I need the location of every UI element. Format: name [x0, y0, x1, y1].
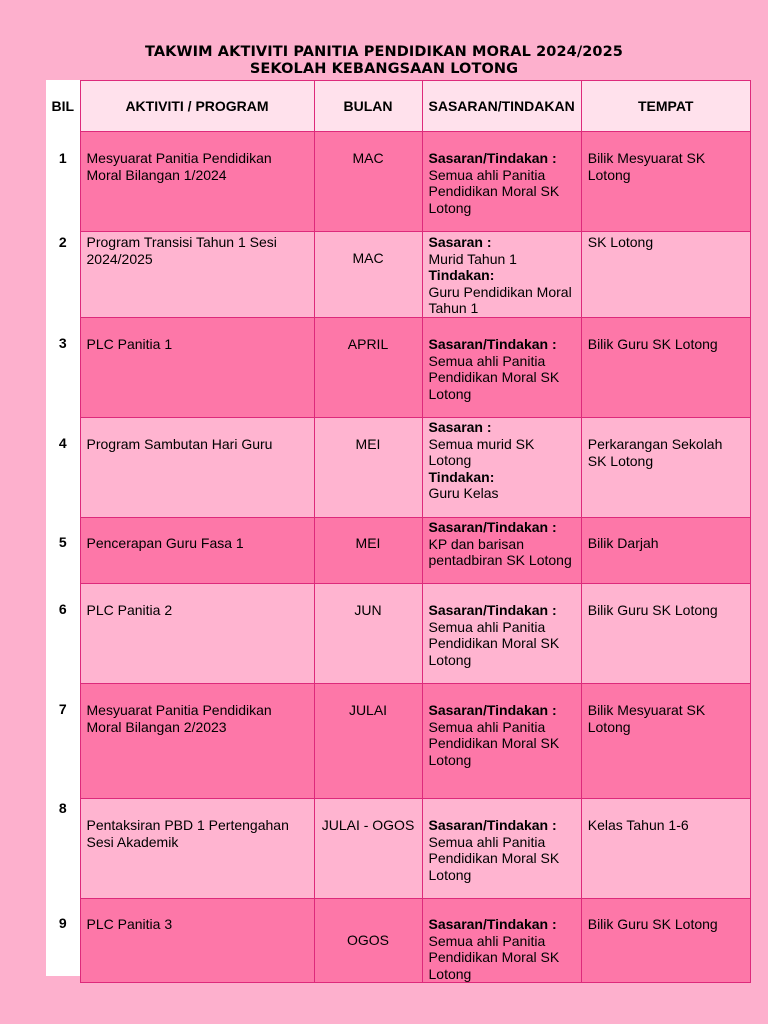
activity-cell: PLC Panitia 1 [80, 317, 314, 417]
activity-cell: Program Sambutan Hari Guru [80, 417, 314, 517]
place-cell: SK Lotong [581, 232, 750, 318]
row-number: 4 [58, 435, 67, 452]
month-cell: MAC [314, 132, 422, 232]
target-label: Sasaran : [428, 418, 492, 435]
place-cell: Bilik Guru SK Lotong [581, 898, 750, 982]
target-label: Sasaran/Tindakan : [428, 518, 557, 535]
target-text: Semua murid SK Lotong [428, 435, 535, 469]
place-cell: Bilik Guru SK Lotong [581, 583, 750, 683]
target-cell [422, 317, 581, 417]
table-row [46, 898, 750, 982]
activity-cell: Pencerapan Guru Fasa 1 [80, 517, 314, 583]
target-text: Semua ahli Panitia Pendidikan Moral SK Lotong [428, 166, 560, 216]
action-text: Guru Kelas [428, 485, 499, 502]
month-cell: MAC [314, 232, 422, 318]
activity-cell: Mesyuarat Panitia Pendidikan Moral Bilangan 2/2023 [80, 683, 314, 798]
table-row [46, 583, 750, 683]
title-line-2: SEKOLAH KEBANGSAAN LOTONG [249, 61, 519, 77]
row-number: 6 [58, 601, 67, 618]
target-label: Sasaran/Tindakan : [428, 150, 557, 166]
place-cell: Perkarangan Sekolah SK Lotong [581, 417, 750, 517]
table-row [46, 232, 750, 318]
target-cell [422, 683, 581, 798]
target-cell [422, 417, 581, 517]
document-title [0, 44, 768, 78]
table-row [46, 517, 750, 583]
target-label: Sasaran/Tindakan : [428, 816, 557, 833]
action-label: Tindakan: [428, 267, 495, 284]
activity-cell: Pentaksiran PBD 1 Pertengahan Sesi Akademik [80, 798, 314, 898]
target-label: Sasaran/Tindakan : [428, 335, 557, 352]
activity-table [46, 80, 751, 983]
place-cell: Bilik Guru SK Lotong [581, 317, 750, 417]
row-number: 3 [58, 335, 67, 352]
target-cell [422, 798, 581, 898]
target-cell [422, 232, 581, 318]
place-cell: Bilik Mesyuarat SK Lotong [581, 132, 750, 232]
title-line-1: TAKWIM AKTIVITI PANITIA PENDIDIKAN MORAL 2024/2025 [145, 44, 623, 60]
row-number: 1 [58, 149, 67, 166]
target-label: Sasaran/Tindakan : [428, 601, 557, 618]
row-number: 5 [58, 534, 67, 551]
place-cell: Bilik Darjah [581, 517, 750, 583]
target-label: Sasaran/Tindakan : [428, 701, 557, 718]
month-cell: OGOS [314, 898, 422, 982]
header-sasaran: SASARAN/TINDAKAN [422, 81, 581, 132]
action-label: Tindakan: [428, 468, 495, 485]
target-cell [422, 132, 581, 232]
table-row [46, 683, 750, 798]
month-cell: JULAI [314, 683, 422, 798]
month-cell: MEI [314, 517, 422, 583]
row-number: 8 [58, 800, 67, 817]
activity-cell: PLC Panitia 2 [80, 583, 314, 683]
row-number: 9 [58, 915, 67, 932]
activity-cell: Mesyuarat Panitia Pendidikan Moral Bilangan 1/2024 [80, 132, 314, 232]
target-cell [422, 517, 581, 583]
table-row [46, 317, 750, 417]
header-bil: BIL [51, 97, 75, 114]
activity-cell: Program Transisi Tahun 1 Sesi 2024/2025 [80, 232, 314, 318]
month-cell: JUN [314, 583, 422, 683]
row-number: 2 [58, 233, 67, 250]
month-cell: APRIL [314, 317, 422, 417]
target-cell [422, 583, 581, 683]
target-text: Murid Tahun 1 [428, 250, 517, 267]
target-label: Sasaran : [428, 234, 492, 250]
table-row [46, 132, 750, 232]
header-tempat: TEMPAT [581, 81, 750, 132]
activity-cell: PLC Panitia 3 [80, 898, 314, 982]
header-bulan: BULAN [314, 81, 422, 132]
target-cell [422, 898, 581, 982]
table-row [46, 798, 750, 898]
action-text: Guru Pendidikan Moral Tahun 1 [428, 283, 572, 317]
target-text: KP dan barisan pentadbiran SK Lotong [428, 535, 572, 569]
header-row [46, 81, 750, 132]
month-cell: MEI [314, 417, 422, 517]
header-aktiviti: AKTIVITI / PROGRAM [80, 81, 314, 132]
target-text: Semua ahli Panitia Pendidikan Moral SK Lotong [428, 352, 560, 402]
place-cell: Bilik Mesyuarat SK Lotong [581, 683, 750, 798]
target-text: Semua ahli Panitia Pendidikan Moral SK Lotong [428, 718, 560, 768]
target-label: Sasaran/Tindakan : [428, 915, 557, 932]
place-cell: Kelas Tahun 1-6 [581, 798, 750, 898]
table-row [46, 417, 750, 517]
month-cell: JULAI - OGOS [314, 798, 422, 898]
target-text: Semua ahli Panitia Pendidikan Moral SK Lotong [428, 618, 560, 668]
row-number: 7 [58, 701, 67, 718]
target-text: Semua ahli Panitia Pendidikan Moral SK Lotong [428, 833, 560, 883]
target-text: Semua ahli Panitia Pendidikan Moral SK Lotong [428, 932, 560, 982]
